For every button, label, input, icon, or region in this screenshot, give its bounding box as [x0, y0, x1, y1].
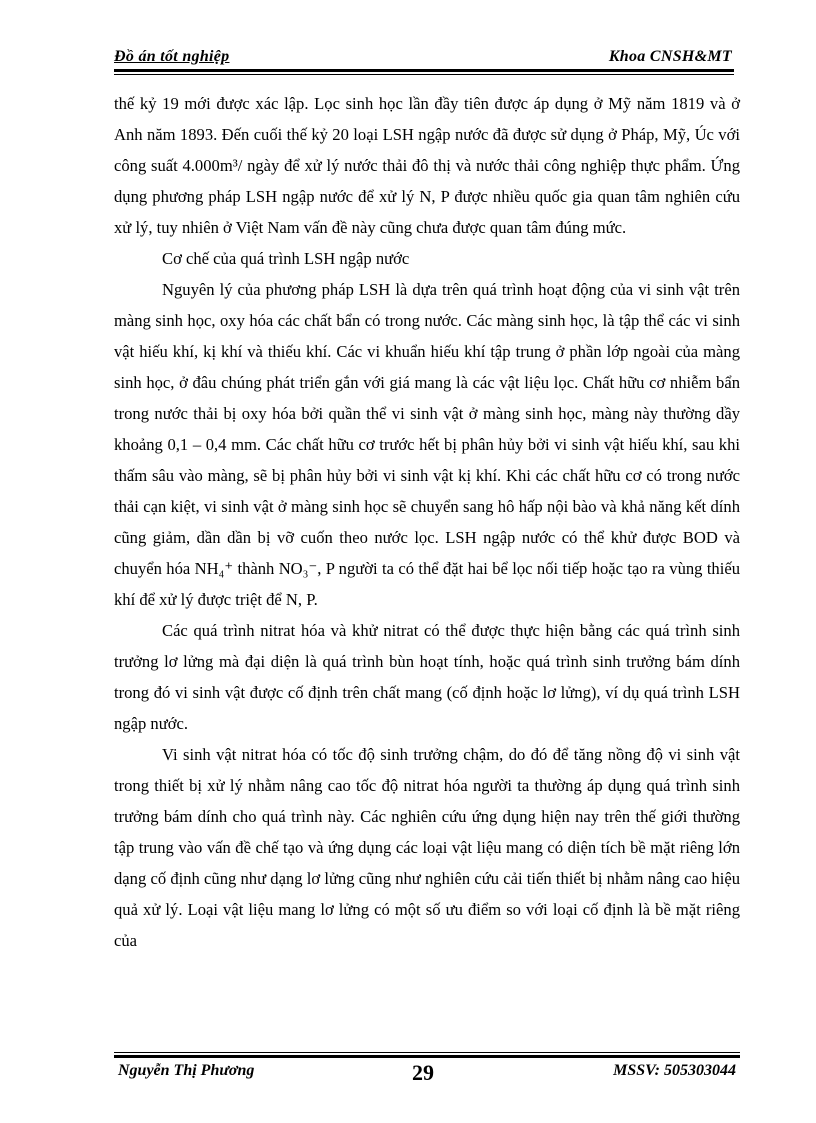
footer-author: Nguyễn Thị Phương	[118, 1062, 255, 1079]
body-text	[114, 88, 740, 956]
section-heading: Cơ chế của quá trình LSH ngập nước	[162, 249, 410, 268]
paragraph-nitrification: Các quá trình nitrat hóa và khử nitrat có thể được thực hiện bằng các quá trình sinh trưởng lơ lửng mà đại diện là quá trình bùn hoạt tính, hoặc quá trình sinh trưởng bám dính trong đó vi sinh vật được cố định trên chất mang (cố định hoặc lơ lửng), ví dụ quá trình LSH ngập nước.	[114, 621, 740, 733]
paragraph-microorganisms: Vi sinh vật nitrat hóa có tốc độ sinh trưởng chậm, do đó để tăng nồng độ vi sinh vật trong thiết bị xử lý nhằm nâng cao tốc độ nitrat hóa người ta thường áp dụng quá trình sinh trưởng bám dính cho quá trình này. Các nghiên cứu ứng dụng hiện nay trên thế giới thường tập trung vào vấn đề chế tạo và ứng dụng các loại vật liệu mang có diện tích bề mặt riêng lớn dạng cố định cũng như dạng lơ lửng cũng như nghiên cứu cải tiến thiết bị nhằm nâng cao hiệu quả xử lý. Loại vật liệu mang lơ lửng có một số ưu điểm so với loại cố định là bề mặt riêng của	[114, 745, 740, 950]
page-header	[114, 48, 732, 68]
footer-divider	[114, 1055, 740, 1058]
paragraph-mechanism: Nguyên lý của phương pháp LSH là dựa trên quá trình hoạt động của vi sinh vật trên màng sinh học, oxy hóa các chất bẩn có trong nước. Các màng sinh học, là tập thể các vi sinh vật hiếu khí, kị khí và thiếu khí. Các vi khuẩn hiếu khí tập trung ở phần lớp ngoài của màng sinh học, ở đâu chúng phát triển gắn với giá mang là các vật liệu lọc. Chất hữu cơ nhiễm bẩn trong nước thải bị oxy hóa bởi quần thể vi sinh vật ở màng sinh học, màng này thường dầy khoảng 0,1 – 0,4 mm. Các chất hữu cơ trước hết bị phân hủy bởi vi sinh vật hiếu khí, sau khi thấm sâu vào màng, sẽ bị phân hủy bởi vi sinh vật kị khí. Khi các chất hữu cơ có trong nước thải cạn kiệt, vi sinh vật ở màng sinh học sẽ chuyển sang hô hấp nội bào và khả năng kết dính cũng giảm, dần dần bị vỡ cuốn theo nước lọc. LSH ngập nước có thể khử được BOD và chuyển hóa NH₄⁺ thành NO₃⁻, P người ta có thể đặt hai bể lọc nối tiếp hoặc tạo ra vùng thiếu khí để xử lý được triệt để N, P.	[114, 280, 740, 609]
header-divider-thin	[114, 74, 734, 75]
paragraph-continuation: thế kỷ 19 mới được xác lập. Lọc sinh học lần đầy tiên được áp dụng ở Mỹ năm 1819 và ở Anh năm 1893. Đến cuối thế kỷ 20 loại LSH ngập nước đã được sử dụng ở Pháp, Mỹ, Úc với công suất 4.000m³/ ngày để xử lý nước thải đô thị và nước thải công nghiệp thực phẩm. Ứng dụng phương pháp LSH ngập nước để xử lý N, P được nhiều quốc gia quan tâm nghiên cứu xử lý, tuy nhiên ở Việt Nam vấn đề này cũng chưa được quan tâm đúng mức.	[114, 94, 740, 237]
header-divider	[114, 69, 734, 72]
header-faculty: Khoa CNSH&MT	[608, 48, 732, 65]
page-number: 29	[412, 1060, 434, 1085]
header-thesis-title: Đồ án tốt nghiệp	[114, 48, 230, 65]
footer-divider-thin	[114, 1052, 740, 1053]
footer-student-id: MSSV: 505303044	[613, 1062, 736, 1079]
page-footer	[114, 1060, 740, 1084]
